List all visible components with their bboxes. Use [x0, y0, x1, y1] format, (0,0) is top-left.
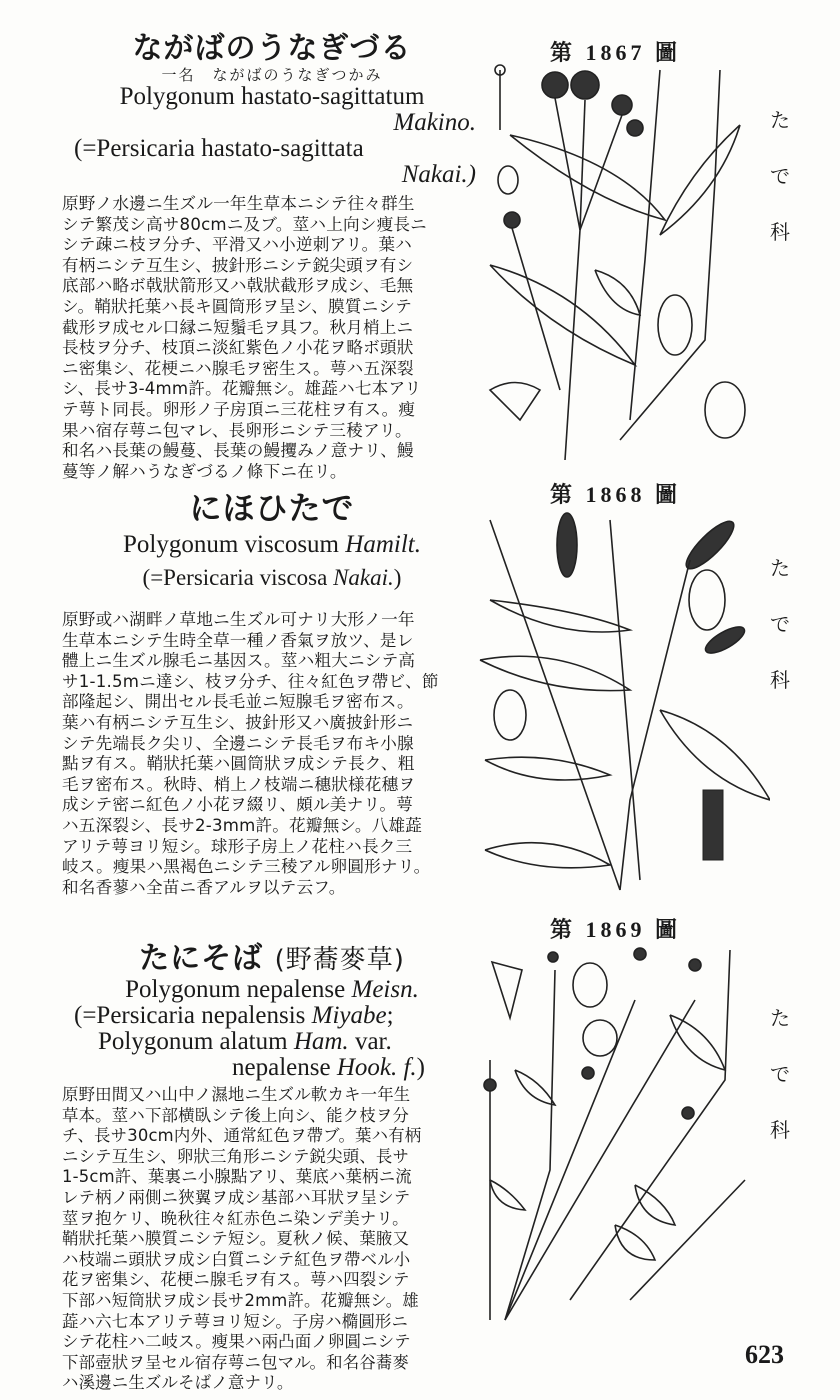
family-label: た で 科 — [770, 556, 790, 692]
synonym: (=Persicaria viscosa Nakai.) — [142, 565, 402, 590]
plant-illustration-1867 — [470, 60, 770, 480]
page-number: 623 — [745, 1340, 784, 1369]
description: 原野ノ水邊ニ生ズル一年生草本ニシテ往々群生 シテ繁茂シ高サ80cmニ及ブ。莖ハ上向シ痩長ニ シテ疎ニ枝ヲ分チ、平滑又ハ小逆刺アリ。葉ハ 有柄ニシテ互生シ、披針形ニシテ鋭尖頭ヲ有シ 底部ハ略ボ戟狀箭形又ハ戟狀截形ヲ成シ、毛無 シ。鞘狀托葉ハ長キ圓筒形ヲ呈シ、膜質ニシテ 截形ヲ成セル口縁ニ短鬚毛ヲ具フ。秋月梢上ニ 長枝ヲ分チ、枝頂ニ淡紅紫色ノ小花ヲ略ボ頭狀 ニ密集シ、花梗ニハ腺毛ヲ密生ス。萼ハ五深裂 シ、長サ3-4mm許。花瓣無シ。雄蕋ハ七本アリ テ萼ト同長。卵形ノ子房頂ニ三花柱ヲ有ス。瘦 果ハ宿存萼ニ包マレ、長卵形ニシテ三稜アリ。 和名ハ長葉の鰻蔓、長葉の鰻攫みノ意ナリ、鰻 蔓等ノ解ハうなぎづるノ條下ニ在リ。 — [62, 194, 427, 481]
synonym-line-1: (=Persicaria nepalensis Miyabe; — [74, 1002, 394, 1029]
japanese-name: にほひたで — [189, 489, 355, 527]
description: 原野或ハ湖畔ノ草地ニ生ズル可ナリ大形ノ一年 生草本ニシテ生時全草一種ノ香氣ヲ放ツ、是レ 體上ニ生ズル腺毛ニ基因ス。莖ハ粗大ニシテ高 サ1-1.5mニ達シ、枝ヲ分チ、往々紅色ヲ帶ビ、節 部隆起シ、開出セル長毛並ニ短腺毛ヲ密布ス。 葉ハ有柄ニシテ互生シ、披針形又ハ廣披針形ニ シテ先端長ク尖リ、全邊ニシテ長毛ヲ布キ小腺 點ヲ有ス。鞘狀托葉ハ圓筒狀ヲ成シテ長ク、粗 毛ヲ密布ス。秋時、梢上ノ枝端ニ穗狀様花穗ヲ 成シテ密ニ紅色ノ小花ヲ綴リ、頗ル美ナリ。萼 ハ五深裂シ、長サ2-3mm許。花瓣無シ。八雄蕋 アリテ萼ヨリ短シ。球形子房上ノ花柱ハ長ク三 岐ス。瘦果ハ黑褐色ニシテ三稜アル卵圓形ナリ。 和名香蓼ハ全苗ニ香アルヲ以テ云フ。 — [62, 610, 439, 897]
plant-illustration-1868 — [470, 500, 770, 900]
entry-1869 — [62, 942, 482, 1394]
figure-label-1867: 第 1867 圖 — [550, 40, 682, 65]
alternate-name: 一名 ながばのうなぎつかみ — [161, 66, 383, 84]
entry-1868 — [62, 488, 482, 898]
latin-name: Polygonum viscosum Hamilt. — [123, 531, 421, 558]
entry-1867 — [62, 32, 482, 482]
latin-author: Makino. — [393, 109, 476, 136]
synonym-line-2: Polygonum alatum Ham. var. — [98, 1028, 392, 1055]
japanese-name: たにそば (野蕎麥草) — [139, 941, 405, 976]
figure-label-1868: 第 1868 圖 — [550, 482, 682, 507]
family-label: た で 科 — [770, 1006, 790, 1142]
description: 原野田間又ハ山中ノ濕地ニ生ズル軟カキ一年生 草本。莖ハ下部横臥シテ後上向シ、能ク枝ヲ分 チ、長サ30cm内外、通常紅色ヲ帶ブ。葉ハ有柄 ニシテ互生シ、卵狀三角形ニシテ鋭尖頭、長サ 1-5cm許、葉裏ニ小腺點アリ、葉底ハ葉柄ニ流 レテ柄ノ兩側ニ狹翼ヲ成シ基部ハ耳狀ヲ呈シテ 莖ヲ抱ケリ、晩秋往々紅赤色ニ染ンデ美ナリ。 鞘狀托葉ハ膜質ニシテ短シ。夏秋ノ候、葉腋又 ハ枝端ニ頭狀ヲ成シ白質ニシテ紅色ヲ帶ベル小 花ヲ密集シ、花梗ニ腺毛ヲ有ス。萼ハ四裂シテ 下部ハ短筒狀ヲ成シ長サ2mm許。花瓣無シ。雄 蕋ハ六七本アリテ萼ヨリ短シ。子房ハ橢圓形ニ シテ花柱ハ二岐ス。瘦果ハ兩凸面ノ卵圓ニシテ 下部壺狀ヲ呈セル宿存萼ニ包マル。和名谷蕎麥 ハ溪邊ニ生ズルそばノ意ナリ。 — [62, 1085, 422, 1393]
japanese-name: ながばのうなぎづる — [132, 31, 412, 66]
synonym-line-1: (=Persicaria hastato-sagittata — [74, 135, 364, 162]
latin-name: Polygonum nepalense Meisn. — [125, 976, 419, 1003]
synonym-author: Nakai.) — [401, 161, 476, 188]
figure-label-1869: 第 1869 圖 — [550, 917, 682, 942]
synonym-line-3: nepalense Hook. f.) — [232, 1054, 425, 1081]
latin-name: Polygonum hastato-sagittatum — [119, 83, 425, 110]
plant-illustration-1869 — [470, 940, 770, 1360]
family-label: た で 科 — [770, 108, 790, 244]
